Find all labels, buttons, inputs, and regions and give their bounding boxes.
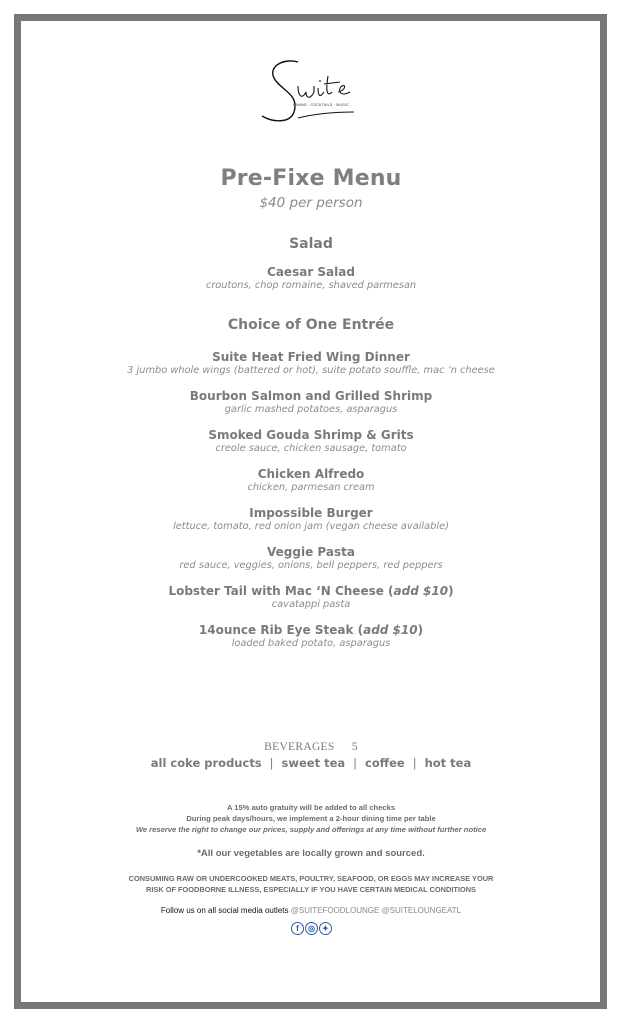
social-follow	[0, 906, 622, 915]
section-heading-salad: Salad	[289, 236, 333, 252]
gratuity-note: A 15% auto gratuity will be added to all checks	[226, 803, 396, 812]
beverages-label: BEVERAGES	[264, 741, 335, 753]
twitter-icon[interactable]: ✦	[319, 922, 332, 935]
vegetables-note: *All our vegetables are locally grown and sourced.	[197, 848, 425, 859]
instagram-icon[interactable]: ◎	[305, 922, 318, 935]
menu-item-description: croutons, chop romaine, shaved parmesan	[205, 280, 417, 291]
menu-title: Pre-Fixe Menu	[220, 166, 402, 191]
section-heading-entree: Choice of One Entrée	[227, 317, 395, 333]
menu-item-description: red sauce, veggies, onions, bell peppers, red peppers	[179, 560, 443, 571]
menu-item-description: lettuce, tomato, red onion jam (vegan cheese available)	[173, 521, 449, 532]
warning-line: CONSUMING RAW OR UNDERCOOKED MEATS, POULTRY, SEAFOOD, OR EGGS MAY INCREASE YOUR	[128, 874, 494, 883]
menu-item-name: Bourbon Salmon and Grilled Shrimp	[189, 389, 433, 403]
menu-item-name: Impossible Burger	[249, 506, 373, 520]
menu-item-name: Lobster Tail with Mac ‘N Cheese	[168, 584, 384, 598]
menu-item-name: Chicken Alfredo	[257, 467, 365, 481]
separator: |	[269, 756, 274, 770]
beverage-item: sweet tea	[281, 756, 346, 770]
menu-item-name: 14ounce Rib Eye Steak	[198, 623, 354, 637]
upcharge: add $10	[363, 623, 418, 637]
menu-item-description: loaded baked potato, asparagus	[231, 638, 391, 649]
menu-item-description: creole sauce, chicken sausage, tomato	[215, 443, 407, 454]
beverage-item: all coke products	[150, 756, 262, 770]
suite-logo	[254, 56, 374, 128]
facebook-icon[interactable]: f	[291, 922, 304, 935]
beverages-heading	[0, 741, 622, 753]
dining-time-note: During peak days/hours, we implement a 2-hour dining time per table	[186, 814, 436, 823]
follow-text: Follow us on all social media outlets	[160, 906, 289, 915]
separator: |	[412, 756, 417, 770]
menu-item-name: Caesar Salad	[267, 265, 355, 279]
social-icons	[291, 922, 332, 935]
menu-item-ribeye: 14ounce Rib Eye Steak (add $10)	[198, 623, 424, 637]
upcharge: add $10	[393, 584, 449, 598]
menu-item-lobster: Lobster Tail with Mac ‘N Cheese (add $10)	[168, 584, 454, 598]
beverages-list	[0, 756, 622, 770]
menu-item-name: Smoked Gouda Shrimp & Grits	[208, 428, 414, 442]
menu-item-description: cavatappi pasta	[271, 599, 351, 610]
menu-item-description: garlic mashed potatoes, asparagus	[224, 404, 398, 415]
beverages-price: 5	[351, 741, 358, 753]
food-warning	[0, 873, 622, 895]
menu-price: $40 per person	[259, 195, 363, 211]
social-handles[interactable]: @SUITEFOODLOUNGE @SUITELOUNGEATL	[290, 906, 462, 915]
separator: |	[353, 756, 358, 770]
beverage-item: hot tea	[424, 756, 472, 770]
warning-line: RISK OF FOODBORNE ILLNESS, ESPECIALLY IF YOU HAVE CERTAIN MEDICAL CONDITIONS	[145, 885, 476, 894]
menu-item-description: chicken, parmesan cream	[247, 482, 375, 493]
reserve-note: We reserve the right to change our prices, supply and offerings at any time without further notice	[135, 825, 487, 834]
beverage-item: coffee	[365, 756, 405, 770]
logo-tagline: DINING · COCKTAILS · MUSIC	[293, 103, 349, 107]
menu-item-name: Suite Heat Fried Wing Dinner	[212, 350, 410, 364]
menu-item-name: Veggie Pasta	[267, 545, 355, 559]
suite-script-logo-icon	[254, 56, 374, 128]
menu-item-description: 3 jumbo whole wings (battered or hot), suite potato souffle, mac ‘n cheese	[127, 365, 495, 376]
